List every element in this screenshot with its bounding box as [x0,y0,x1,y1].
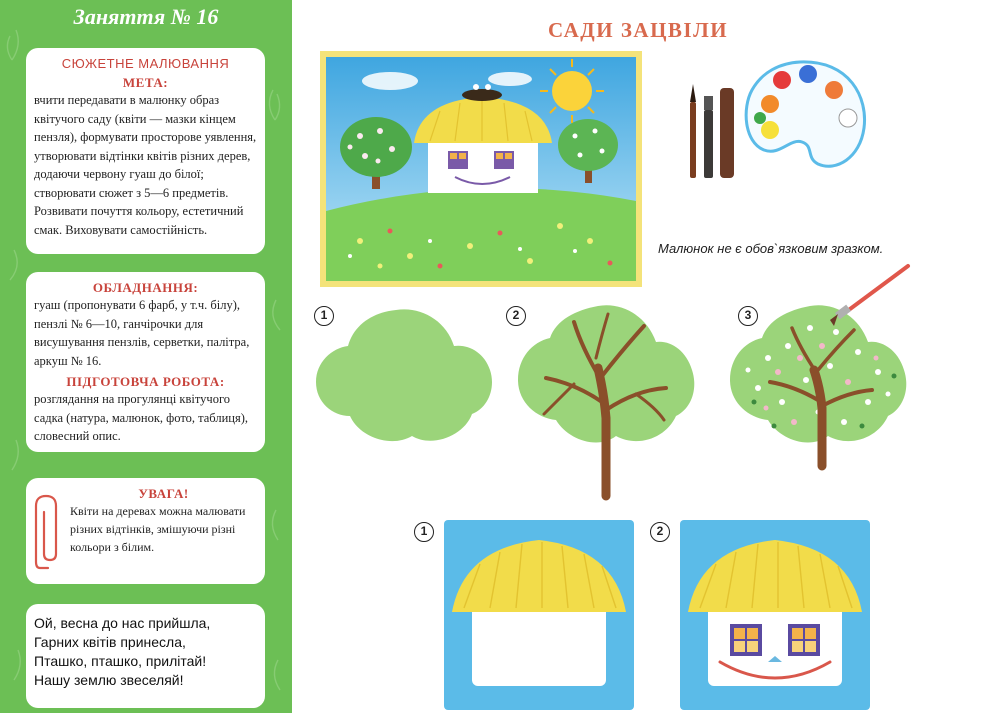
materials-label: ОБЛАДНАННЯ: [92,280,199,295]
note-text: Малюнок не є обов`язковим зразком. [658,241,884,256]
poem-line-2: Гарних квітів принесла, [34,634,186,650]
paperclip-icon [34,494,62,574]
page-title: САДИ ЗАЦВІЛИ [548,18,729,42]
window-icon [788,624,820,656]
attention-label: УВАГА! [138,486,189,501]
lesson-title: Заняття № 16 [73,4,219,29]
sample-painting [320,51,642,287]
palette-icon [740,58,868,176]
house-step-badge: 2 [650,522,670,542]
painting-brush-icon [830,266,908,326]
activity-heading: СЮЖЕТНЕ МАЛЮВАННЯ [61,56,230,71]
poem-card [26,604,265,708]
activity-card [26,48,265,254]
house-step-badge: 1 [414,522,434,542]
house-step-1 [444,520,634,710]
materials-card [26,272,265,452]
prep-text: розглядання на прогулянці квітучого садка (натура, малюнок, фото, таблиця), словесний опис. [34,392,249,443]
brush-icon [686,80,738,180]
tree-step-2-tree [516,298,696,498]
prep-label: ПІДГОТОВЧА РОБОТА: [66,374,225,389]
poem-line-3: Пташко, пташко, прилітай! [34,653,207,669]
tree-step-badge: 2 [506,306,526,326]
tree-step-badge: 1 [314,306,334,326]
goal-label: МЕТА: [122,75,169,90]
goal-text: вчити передавати в малюнку образ квітучого саду (квіти — мазки кінцем пензля), формувати просторове уявлення, утворювати відтінки квітів різних дерев, додаючи червону гуаш до білої; створювати сюжет з 5—6 предметів. Розвивати почуття кольору, естетичний смак. Виховувати самостійність. [34,93,257,237]
window-icon [730,624,762,656]
tree-step-1-crown [312,298,496,448]
attention-text: Квіти на деревах можна малювати різних відтінків, змішуючи різні кольори з білим. [70,504,246,554]
poem-line-4: Нашу землю звеселяй! [34,672,184,688]
materials-text: гуаш (пропонувати 6 фарб, у т.ч. білу), пензлі № 6—10, ганчірочки для висушування пензлів, серветки, палітра, аркуш № 16. [34,298,250,368]
poem-line-1: Ой, весна до нас прийшла, [34,615,211,631]
tree-step-3-blossom [718,262,918,468]
attention-card [26,478,265,584]
sidebar [0,0,292,713]
house-step-2 [680,520,870,710]
tree-step-badge: 3 [738,306,758,326]
